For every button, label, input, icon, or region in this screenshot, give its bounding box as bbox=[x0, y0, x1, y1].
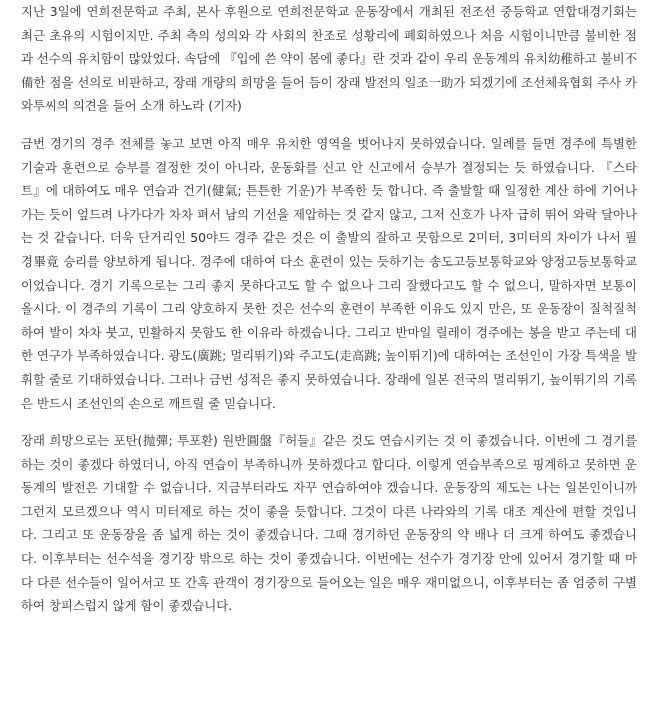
future-hopes-paragraph: 장래 희망으로는 포탄(抛彈; 투포환) 원반圓盤『허들』같은 것도 연습시키는 것 이 좋겠습니다. 이번에 그 경기를 하는 것이 좋겠다 하였더니, 아직 연습이 부족하니까 못하겠다고 합디다. 이렇게 연습부족으로 핑계하고 못하면 운동계의 발전은 기대할 수 없습니다. 지금부터라도 자꾸 연습하여야 겠습니다. 운동장의 제도는 나는 일본인이니까 그런지 모르겠으나 역시 미터제로 하는 것이 좋을 듯합니다. 그것이 다른 나라와의 기록 대조 계산에 편할 것입니다. 그리고 또 운동장을 좀 넓게 하는 것이 좋겠습니다. 그때 경기하던 운동장의 약 배나 더 크게 하여도 좋겠습니다. 이후부터는 선수석을 경기장 밖으로 하는 것이 좋겠습니다. 이번에는 선수가 경기장 안에 있어서 경기할 때 마다 다른 선수들이 일어서고 또 간혹 관객이 경기장으로 들어오는 일은 매우 재미없으니, 이후부터는 좀 엄중히 구별하여 창피스럽지 않게 함이 좋겠습니다. bbox=[21, 433, 637, 614]
race-review-paragraph: 금번 경기의 경주 전체를 놓고 보면 아직 매우 유치한 영역을 벗어나지 못하였습니다. 일례를 들면 경주에 특별한 기술과 훈련으로 승부를 결정한 것이 아니라, 운동화를 신고 안 신고에서 승부가 결정되는 듯 하였습니다. 『스타트』에 대하여도 매우 연습과 건기(健氣; 튼튼한 기운)가 부족한 듯 합니다. 즉 출발할 때 일정한 계산 하에 기어나가는 듯이 엎드려 나가다가 차차 펴서 남의 기선을 제압하는 것 같지 않고, 그저 신호가 나자 급히 뛰어 와락 달아나는 것 같습니다. 더욱 단거리인 50야드 경주 같은 것은 이 출발의 잘하고 못함으로 2미터, 3미터의 차이가 나서 필경畢竟 승리를 양보하게 됩니다. 경주에 대하여 다소 훈련이 있는 듯하기는 송도고등보통학교와 양정고등보통학교 이었습니다. 경기 기록으로는 그리 좋지 못하다고도 할 수 없으나 그리 잘했다고도 할 수 없으니, 말하자면 보통이올시다. 이 경주의 기록이 그리 양호하지 못한 것은 선수의 훈련이 부족한 이유도 있지 만은, 또 운동장이 질척질척하여 발이 차차 붓고, 민활하지 못함도 한 이유라 하겠습니다. 그리고 반마일 릴레이 경주에는 봉을 받고 주는데 대한 연구가 부족하였습니다. 광도(廣跳; 멀리뛰기)와 주고도(走高跳; 높이뛰기)에 대하여는 조선인이 가장 특색을 발휘할 줄로 기대하였습니다. 그러나 금번 성적은 좋지 못하였습니다. 장래에 일본 전국의 멀리뛰기, 높이뛰기의 기록은 반드시 조선인의 손으로 깨트릴 줄 믿습니다. bbox=[21, 135, 637, 411]
intro-paragraph: 지난 3일에 연희전문학교 주최, 본사 후원으로 연희전문학교 운동장에서 개최된 전조선 중등학교 연합대경기회는 최근 초유의 시험이지만. 주최 측의 성의와 각 사회의 찬조로 성황리에 폐회하였으나 처음 시험이니만큼 불비한 점과 선수의 유치함이 많았었다. 속담에 『입에 쓴 약이 몸에 좋다』란 것과 같이 우리 운동계의 유치幼稚하고 불비不備한 점을 선의로 비판하고, 장래 개량의 희망을 들어 듬이 장래 발전의 일조一助가 되겠기에 조선체육협회 주사 카와투씨의 의견을 들어 소개 하노라 (기자) bbox=[21, 4, 637, 114]
article-body bbox=[21, 0, 637, 618]
